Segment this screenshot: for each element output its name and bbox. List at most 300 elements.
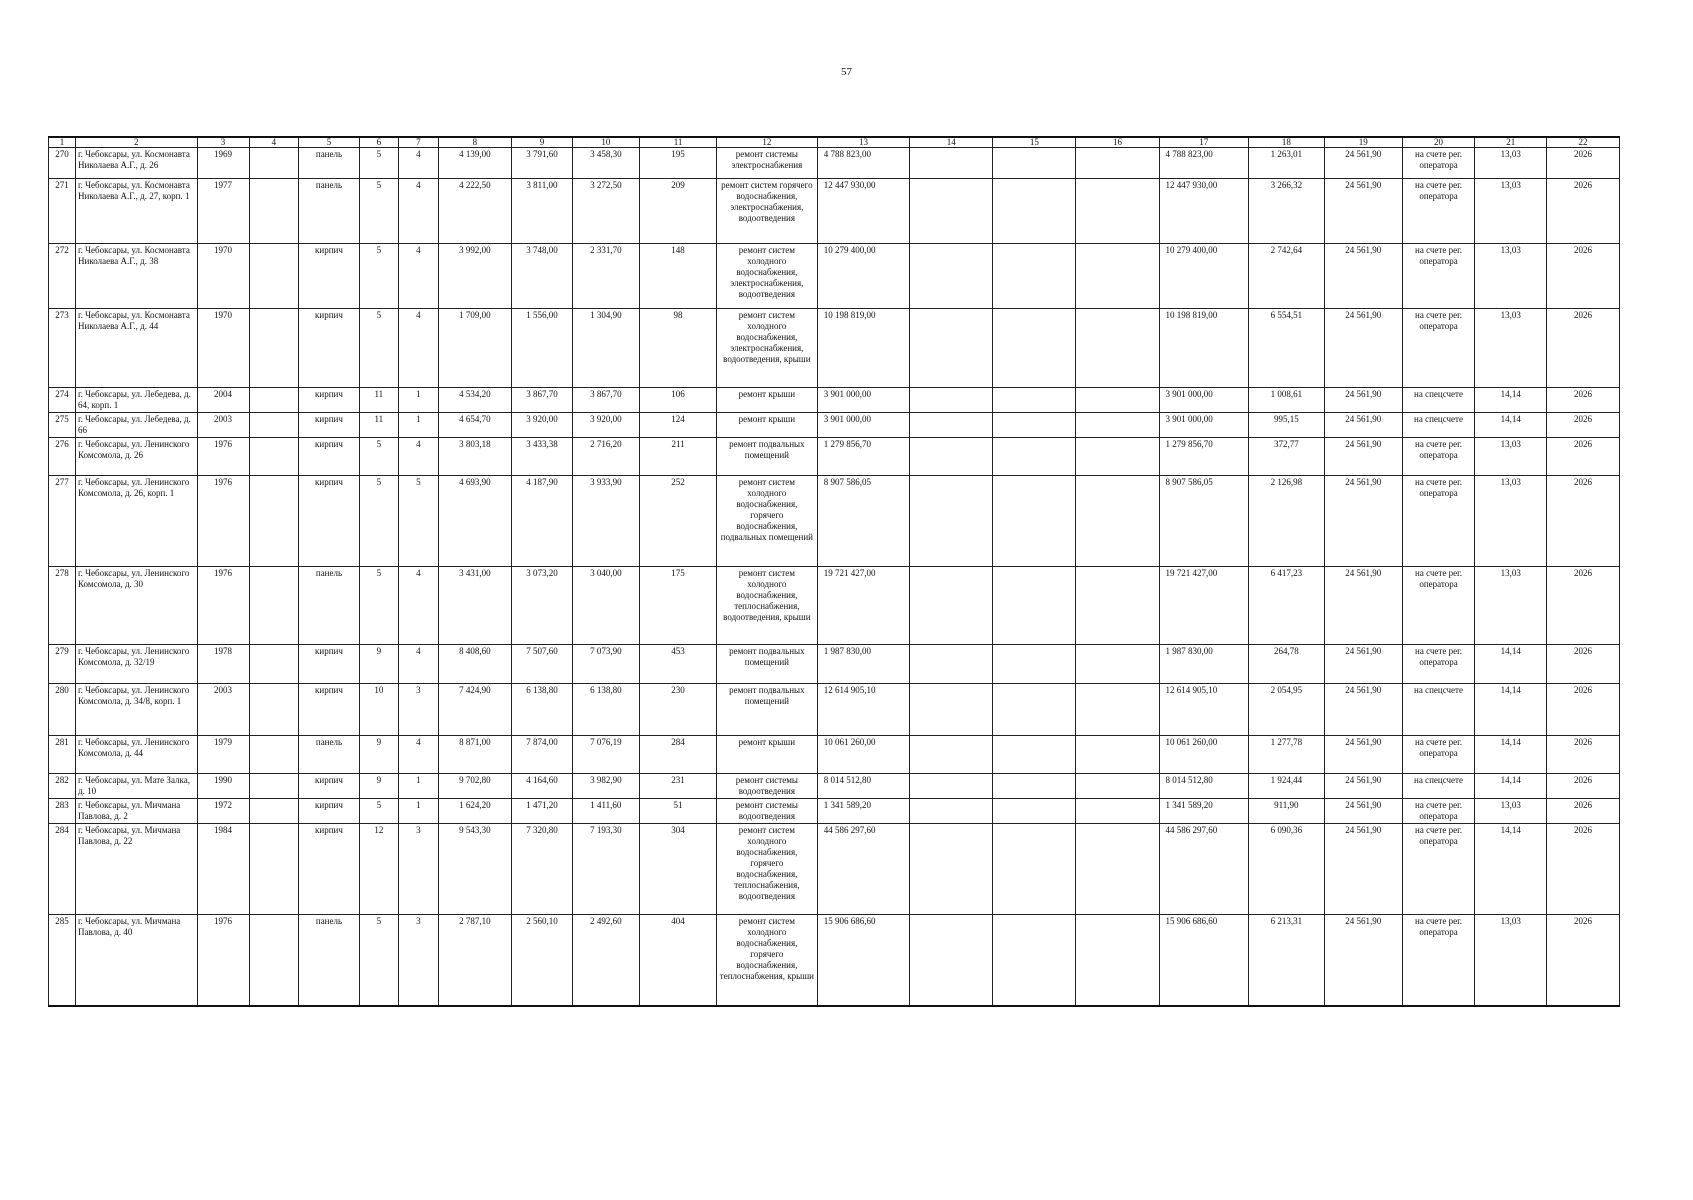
column-header-14: 14 xyxy=(910,137,993,148)
cell-col-15 xyxy=(993,774,1076,799)
cell-fund-method: на счете рег. оператора xyxy=(1402,148,1475,179)
cell-fund-method: на счете рег. оператора xyxy=(1402,799,1475,824)
table-row xyxy=(49,824,1620,915)
cell-wall-material: кирпич xyxy=(299,413,359,438)
cell-residents: 175 xyxy=(640,567,717,645)
cell-col-4 xyxy=(249,148,299,179)
cell-fund-method: на счете рег. оператора xyxy=(1402,179,1475,244)
cell-fund-method: на счете рег. оператора xyxy=(1402,915,1475,1006)
cell-residents: 98 xyxy=(640,309,717,388)
cell-address: г. Чебоксары, ул. Ленинского Комсомола, д. 44 xyxy=(76,736,198,774)
cell-floors: 5 xyxy=(359,567,398,645)
cell-max-cost-per-sqm: 24 561,90 xyxy=(1324,244,1402,309)
cell-col-15 xyxy=(993,179,1076,244)
cell-work-type: ремонт системы электроснабжения xyxy=(716,148,817,179)
cell-wall-material: панель xyxy=(299,179,359,244)
cell-cost-per-sqm: 6 090,36 xyxy=(1248,824,1324,915)
cell-col-4 xyxy=(249,179,299,244)
cell-total-cost: 4 788 823,00 xyxy=(817,148,909,179)
cell-cost-per-sqm: 264,78 xyxy=(1248,645,1324,684)
cell-row-number: 277 xyxy=(49,476,76,567)
cell-work-type: ремонт системы водоотведения xyxy=(716,799,817,824)
cell-residential-area: 3 040,00 xyxy=(572,567,640,645)
cell-residents: 51 xyxy=(640,799,717,824)
cell-floors: 9 xyxy=(359,774,398,799)
cell-col-15 xyxy=(993,645,1076,684)
cell-contribution-rate: 13,03 xyxy=(1475,476,1547,567)
cell-total-area: 4 693,90 xyxy=(438,476,512,567)
cell-year-built: 1976 xyxy=(197,438,249,476)
cell-residential-area: 3 458,30 xyxy=(572,148,640,179)
cell-col-14 xyxy=(910,148,993,179)
cell-col-14 xyxy=(910,438,993,476)
cell-work-type: ремонт систем холодного водоснабжения, теплоснабжения, водоотведения, крыши xyxy=(716,567,817,645)
cell-year-built: 1978 xyxy=(197,645,249,684)
cell-entrances: 4 xyxy=(399,645,438,684)
cell-owners-funds: 8 014 512,80 xyxy=(1159,774,1248,799)
cell-completion-year: 2026 xyxy=(1547,179,1620,244)
cell-contribution-rate: 13,03 xyxy=(1475,179,1547,244)
column-header-9: 9 xyxy=(512,137,572,148)
cell-residents: 209 xyxy=(640,179,717,244)
cell-premises-area: 3 748,00 xyxy=(512,244,572,309)
cell-premises-area: 7 507,60 xyxy=(512,645,572,684)
cell-premises-area: 1 556,00 xyxy=(512,309,572,388)
cell-residents: 284 xyxy=(640,736,717,774)
column-header-1: 1 xyxy=(49,137,76,148)
cell-address: г. Чебоксары, ул. Космонавта Николаева А.Г., д. 38 xyxy=(76,244,198,309)
cell-fund-method: на счете рег. оператора xyxy=(1402,309,1475,388)
cell-residential-area: 2 492,60 xyxy=(572,915,640,1006)
cell-address: г. Чебоксары, ул. Ленинского Комсомола, д. 34/8, корп. 1 xyxy=(76,684,198,736)
cell-entrances: 4 xyxy=(399,309,438,388)
cell-residential-area: 2 716,20 xyxy=(572,438,640,476)
cell-col-4 xyxy=(249,915,299,1006)
column-header-4: 4 xyxy=(249,137,299,148)
cell-fund-method: на счете рег. оператора xyxy=(1402,476,1475,567)
column-header-6: 6 xyxy=(359,137,398,148)
cell-cost-per-sqm: 6 213,31 xyxy=(1248,915,1324,1006)
cell-wall-material: кирпич xyxy=(299,684,359,736)
table-row xyxy=(49,388,1620,413)
cell-floors: 5 xyxy=(359,915,398,1006)
cell-col-4 xyxy=(249,736,299,774)
cell-col-4 xyxy=(249,684,299,736)
cell-max-cost-per-sqm: 24 561,90 xyxy=(1324,413,1402,438)
cell-completion-year: 2026 xyxy=(1547,915,1620,1006)
cell-col-14 xyxy=(910,179,993,244)
cell-total-area: 4 222,50 xyxy=(438,179,512,244)
cell-col-16 xyxy=(1076,148,1159,179)
table-row xyxy=(49,774,1620,799)
cell-address: г. Чебоксары, ул. Космонавта Николаева А.Г., д. 26 xyxy=(76,148,198,179)
cell-max-cost-per-sqm: 24 561,90 xyxy=(1324,148,1402,179)
cell-completion-year: 2026 xyxy=(1547,799,1620,824)
cell-col-15 xyxy=(993,736,1076,774)
cell-address: г. Чебоксары, ул. Мичмана Павлова, д. 40 xyxy=(76,915,198,1006)
cell-wall-material: кирпич xyxy=(299,476,359,567)
cell-residential-area: 3 272,50 xyxy=(572,179,640,244)
cell-residential-area: 2 331,70 xyxy=(572,244,640,309)
cell-col-16 xyxy=(1076,309,1159,388)
cell-row-number: 278 xyxy=(49,567,76,645)
cell-col-4 xyxy=(249,645,299,684)
column-header-16: 16 xyxy=(1076,137,1159,148)
cell-work-type: ремонт систем холодного водоснабжения, горячего водоснабжения, теплоснабжения, водоотведения xyxy=(716,824,817,915)
column-header-22: 22 xyxy=(1547,137,1620,148)
cell-col-14 xyxy=(910,309,993,388)
cell-fund-method: на счете рег. оператора xyxy=(1402,736,1475,774)
cell-residents: 231 xyxy=(640,774,717,799)
table-row xyxy=(49,736,1620,774)
table-row xyxy=(49,438,1620,476)
cell-fund-method: на счете рег. оператора xyxy=(1402,645,1475,684)
cell-address: г. Чебоксары, ул. Ленинского Комсомола, д. 26 xyxy=(76,438,198,476)
cell-max-cost-per-sqm: 24 561,90 xyxy=(1324,645,1402,684)
cell-col-16 xyxy=(1076,684,1159,736)
cell-col-16 xyxy=(1076,388,1159,413)
cell-work-type: ремонт систем горячего водоснабжения, электроснабжения, водоотведения xyxy=(716,179,817,244)
cell-contribution-rate: 13,03 xyxy=(1475,148,1547,179)
cell-contribution-rate: 14,14 xyxy=(1475,388,1547,413)
cell-address: г. Чебоксары, ул. Ленинского Комсомола, д. 26, корп. 1 xyxy=(76,476,198,567)
cell-year-built: 1984 xyxy=(197,824,249,915)
cell-fund-method: на счете рег. оператора xyxy=(1402,244,1475,309)
cell-total-area: 2 787,10 xyxy=(438,915,512,1006)
cell-total-area: 4 654,70 xyxy=(438,413,512,438)
cell-contribution-rate: 14,14 xyxy=(1475,736,1547,774)
cell-col-15 xyxy=(993,567,1076,645)
cell-wall-material: панель xyxy=(299,148,359,179)
cell-floors: 5 xyxy=(359,179,398,244)
cell-cost-per-sqm: 1 263,01 xyxy=(1248,148,1324,179)
cell-premises-area: 4 187,90 xyxy=(512,476,572,567)
cell-cost-per-sqm: 1 924,44 xyxy=(1248,774,1324,799)
cell-premises-area: 3 811,00 xyxy=(512,179,572,244)
cell-total-area: 3 431,00 xyxy=(438,567,512,645)
cell-max-cost-per-sqm: 24 561,90 xyxy=(1324,438,1402,476)
cell-col-14 xyxy=(910,824,993,915)
cell-entrances: 4 xyxy=(399,148,438,179)
cell-total-cost: 12 447 930,00 xyxy=(817,179,909,244)
cell-residential-area: 7 073,90 xyxy=(572,645,640,684)
cell-completion-year: 2026 xyxy=(1547,684,1620,736)
cell-residents: 195 xyxy=(640,148,717,179)
cell-row-number: 273 xyxy=(49,309,76,388)
cell-fund-method: на счете рег. оператора xyxy=(1402,567,1475,645)
cell-entrances: 4 xyxy=(399,567,438,645)
cell-row-number: 275 xyxy=(49,413,76,438)
cell-completion-year: 2026 xyxy=(1547,388,1620,413)
cell-row-number: 270 xyxy=(49,148,76,179)
cell-total-cost: 1 987 830,00 xyxy=(817,645,909,684)
cell-fund-method: на спецсчете xyxy=(1402,388,1475,413)
cell-year-built: 2003 xyxy=(197,413,249,438)
cell-total-area: 1 624,20 xyxy=(438,799,512,824)
cell-wall-material: кирпич xyxy=(299,388,359,413)
cell-year-built: 1979 xyxy=(197,736,249,774)
cell-entrances: 4 xyxy=(399,438,438,476)
cell-owners-funds: 8 907 586,05 xyxy=(1159,476,1248,567)
cell-total-cost: 1 341 589,20 xyxy=(817,799,909,824)
column-header-20: 20 xyxy=(1402,137,1475,148)
cell-completion-year: 2026 xyxy=(1547,476,1620,567)
cell-entrances: 4 xyxy=(399,244,438,309)
cell-total-cost: 3 901 000,00 xyxy=(817,413,909,438)
cell-cost-per-sqm: 3 266,32 xyxy=(1248,179,1324,244)
cell-completion-year: 2026 xyxy=(1547,438,1620,476)
cell-year-built: 1970 xyxy=(197,309,249,388)
cell-fund-method: на спецсчете xyxy=(1402,774,1475,799)
cell-max-cost-per-sqm: 24 561,90 xyxy=(1324,684,1402,736)
cell-total-cost: 15 906 686,60 xyxy=(817,915,909,1006)
column-header-3: 3 xyxy=(197,137,249,148)
cell-floors: 9 xyxy=(359,736,398,774)
cell-col-14 xyxy=(910,244,993,309)
table-row xyxy=(49,684,1620,736)
cell-max-cost-per-sqm: 24 561,90 xyxy=(1324,799,1402,824)
cell-year-built: 2003 xyxy=(197,684,249,736)
cell-cost-per-sqm: 2 054,95 xyxy=(1248,684,1324,736)
cell-col-16 xyxy=(1076,736,1159,774)
cell-floors: 5 xyxy=(359,476,398,567)
cell-contribution-rate: 14,14 xyxy=(1475,645,1547,684)
cell-col-16 xyxy=(1076,799,1159,824)
cell-wall-material: кирпич xyxy=(299,244,359,309)
cell-row-number: 281 xyxy=(49,736,76,774)
cell-premises-area: 3 791,60 xyxy=(512,148,572,179)
cell-row-number: 272 xyxy=(49,244,76,309)
cell-max-cost-per-sqm: 24 561,90 xyxy=(1324,309,1402,388)
cell-wall-material: кирпич xyxy=(299,774,359,799)
cell-cost-per-sqm: 1 277,78 xyxy=(1248,736,1324,774)
cell-entrances: 4 xyxy=(399,179,438,244)
cell-contribution-rate: 13,03 xyxy=(1475,915,1547,1006)
column-header-19: 19 xyxy=(1324,137,1402,148)
cell-entrances: 3 xyxy=(399,824,438,915)
cell-premises-area: 3 867,70 xyxy=(512,388,572,413)
table-row xyxy=(49,179,1620,244)
cell-col-16 xyxy=(1076,179,1159,244)
cell-residents: 148 xyxy=(640,244,717,309)
cell-wall-material: кирпич xyxy=(299,309,359,388)
table-body xyxy=(49,148,1620,1006)
cell-col-15 xyxy=(993,438,1076,476)
cell-col-15 xyxy=(993,684,1076,736)
cell-total-cost: 10 279 400,00 xyxy=(817,244,909,309)
cell-address: г. Чебоксары, ул. Ленинского Комсомола, д. 30 xyxy=(76,567,198,645)
cell-owners-funds: 10 061 260,00 xyxy=(1159,736,1248,774)
cell-col-14 xyxy=(910,388,993,413)
cell-owners-funds: 3 901 000,00 xyxy=(1159,388,1248,413)
cell-total-cost: 8 907 586,05 xyxy=(817,476,909,567)
cell-col-15 xyxy=(993,413,1076,438)
cell-residential-area: 1 304,90 xyxy=(572,309,640,388)
cell-contribution-rate: 14,14 xyxy=(1475,684,1547,736)
cell-col-15 xyxy=(993,799,1076,824)
column-header-8: 8 xyxy=(438,137,512,148)
cell-col-4 xyxy=(249,388,299,413)
column-header-2: 2 xyxy=(76,137,198,148)
cell-wall-material: кирпич xyxy=(299,824,359,915)
cell-owners-funds: 1 341 589,20 xyxy=(1159,799,1248,824)
cell-residents: 453 xyxy=(640,645,717,684)
cell-completion-year: 2026 xyxy=(1547,824,1620,915)
cell-year-built: 1972 xyxy=(197,799,249,824)
cell-owners-funds: 12 447 930,00 xyxy=(1159,179,1248,244)
table-row xyxy=(49,148,1620,179)
cell-col-15 xyxy=(993,915,1076,1006)
cell-year-built: 1976 xyxy=(197,567,249,645)
column-header-17: 17 xyxy=(1159,137,1248,148)
cell-col-4 xyxy=(249,413,299,438)
cell-total-area: 9 702,80 xyxy=(438,774,512,799)
cell-cost-per-sqm: 2 126,98 xyxy=(1248,476,1324,567)
cell-work-type: ремонт подвальных помещений xyxy=(716,645,817,684)
cell-col-14 xyxy=(910,736,993,774)
cell-col-14 xyxy=(910,476,993,567)
cell-cost-per-sqm: 911,90 xyxy=(1248,799,1324,824)
cell-premises-area: 3 920,00 xyxy=(512,413,572,438)
cell-entrances: 3 xyxy=(399,915,438,1006)
cell-total-cost: 12 614 905,10 xyxy=(817,684,909,736)
cell-owners-funds: 4 788 823,00 xyxy=(1159,148,1248,179)
cell-work-type: ремонт систем холодного водоснабжения, горячего водоснабжения, теплоснабжения, крыши xyxy=(716,915,817,1006)
cell-entrances: 1 xyxy=(399,774,438,799)
cell-year-built: 1977 xyxy=(197,179,249,244)
cell-row-number: 280 xyxy=(49,684,76,736)
cell-row-number: 274 xyxy=(49,388,76,413)
cell-fund-method: на счете рег. оператора xyxy=(1402,438,1475,476)
cell-contribution-rate: 13,03 xyxy=(1475,799,1547,824)
cell-total-cost: 44 586 297,60 xyxy=(817,824,909,915)
table-row xyxy=(49,476,1620,567)
cell-address: г. Чебоксары, ул. Мичмана Павлова, д. 2 xyxy=(76,799,198,824)
cell-owners-funds: 10 279 400,00 xyxy=(1159,244,1248,309)
cell-total-cost: 3 901 000,00 xyxy=(817,388,909,413)
cell-address: г. Чебоксары, ул. Лебедева, д. 64, корп. 1 xyxy=(76,388,198,413)
cell-floors: 5 xyxy=(359,799,398,824)
cell-cost-per-sqm: 1 008,61 xyxy=(1248,388,1324,413)
cell-row-number: 283 xyxy=(49,799,76,824)
cell-col-16 xyxy=(1076,567,1159,645)
cell-fund-method: на спецсчете xyxy=(1402,413,1475,438)
cell-residents: 404 xyxy=(640,915,717,1006)
cell-max-cost-per-sqm: 24 561,90 xyxy=(1324,824,1402,915)
table-row xyxy=(49,567,1620,645)
cell-col-4 xyxy=(249,309,299,388)
cell-work-type: ремонт систем холодного водоснабжения, электроснабжения, водоотведения, крыши xyxy=(716,309,817,388)
cell-wall-material: панель xyxy=(299,915,359,1006)
cell-work-type: ремонт подвальных помещений xyxy=(716,684,817,736)
cell-floors: 11 xyxy=(359,388,398,413)
cell-col-16 xyxy=(1076,438,1159,476)
cell-col-14 xyxy=(910,645,993,684)
cell-col-4 xyxy=(249,244,299,309)
cell-premises-area: 7 874,00 xyxy=(512,736,572,774)
cell-premises-area: 3 433,38 xyxy=(512,438,572,476)
cell-wall-material: панель xyxy=(299,567,359,645)
cell-col-16 xyxy=(1076,413,1159,438)
cell-completion-year: 2026 xyxy=(1547,148,1620,179)
cell-col-16 xyxy=(1076,774,1159,799)
cell-max-cost-per-sqm: 24 561,90 xyxy=(1324,915,1402,1006)
cell-total-area: 3 803,18 xyxy=(438,438,512,476)
cell-cost-per-sqm: 372,77 xyxy=(1248,438,1324,476)
column-header-12: 12 xyxy=(716,137,817,148)
cell-total-area: 4 139,00 xyxy=(438,148,512,179)
cell-col-4 xyxy=(249,799,299,824)
cell-work-type: ремонт системы водоотведения xyxy=(716,774,817,799)
repair-program-table xyxy=(48,136,1620,1007)
cell-premises-area: 7 320,80 xyxy=(512,824,572,915)
cell-row-number: 284 xyxy=(49,824,76,915)
cell-total-cost: 10 061 260,00 xyxy=(817,736,909,774)
cell-entrances: 1 xyxy=(399,799,438,824)
cell-cost-per-sqm: 6 417,23 xyxy=(1248,567,1324,645)
table-row xyxy=(49,645,1620,684)
column-header-18: 18 xyxy=(1248,137,1324,148)
cell-premises-area: 6 138,80 xyxy=(512,684,572,736)
cell-row-number: 285 xyxy=(49,915,76,1006)
cell-floors: 9 xyxy=(359,645,398,684)
cell-col-16 xyxy=(1076,915,1159,1006)
cell-year-built: 1990 xyxy=(197,774,249,799)
cell-floors: 5 xyxy=(359,148,398,179)
cell-contribution-rate: 14,14 xyxy=(1475,824,1547,915)
cell-total-cost: 19 721 427,00 xyxy=(817,567,909,645)
cell-col-14 xyxy=(910,567,993,645)
cell-contribution-rate: 14,14 xyxy=(1475,413,1547,438)
cell-cost-per-sqm: 2 742,64 xyxy=(1248,244,1324,309)
cell-residential-area: 3 982,90 xyxy=(572,774,640,799)
cell-floors: 10 xyxy=(359,684,398,736)
cell-residents: 304 xyxy=(640,824,717,915)
cell-address: г. Чебоксары, ул. Лебедева, д. 66 xyxy=(76,413,198,438)
cell-floors: 12 xyxy=(359,824,398,915)
cell-col-14 xyxy=(910,774,993,799)
cell-wall-material: панель xyxy=(299,736,359,774)
cell-total-area: 7 424,90 xyxy=(438,684,512,736)
cell-completion-year: 2026 xyxy=(1547,244,1620,309)
cell-year-built: 1976 xyxy=(197,476,249,567)
cell-total-area: 8 408,60 xyxy=(438,645,512,684)
cell-col-16 xyxy=(1076,645,1159,684)
cell-contribution-rate: 13,03 xyxy=(1475,567,1547,645)
cell-completion-year: 2026 xyxy=(1547,309,1620,388)
cell-max-cost-per-sqm: 24 561,90 xyxy=(1324,476,1402,567)
cell-premises-area: 3 073,20 xyxy=(512,567,572,645)
cell-residential-area: 3 867,70 xyxy=(572,388,640,413)
column-header-5: 5 xyxy=(299,137,359,148)
cell-total-area: 4 534,20 xyxy=(438,388,512,413)
column-header-7: 7 xyxy=(399,137,438,148)
table-row xyxy=(49,799,1620,824)
cell-residential-area: 6 138,80 xyxy=(572,684,640,736)
cell-max-cost-per-sqm: 24 561,90 xyxy=(1324,179,1402,244)
cell-col-15 xyxy=(993,388,1076,413)
cell-col-16 xyxy=(1076,824,1159,915)
column-header-11: 11 xyxy=(640,137,717,148)
cell-entrances: 1 xyxy=(399,413,438,438)
cell-contribution-rate: 13,03 xyxy=(1475,438,1547,476)
cell-entrances: 5 xyxy=(399,476,438,567)
cell-col-14 xyxy=(910,684,993,736)
cell-total-area: 9 543,30 xyxy=(438,824,512,915)
cell-premises-area: 2 560,10 xyxy=(512,915,572,1006)
cell-col-4 xyxy=(249,476,299,567)
cell-residential-area: 3 920,00 xyxy=(572,413,640,438)
